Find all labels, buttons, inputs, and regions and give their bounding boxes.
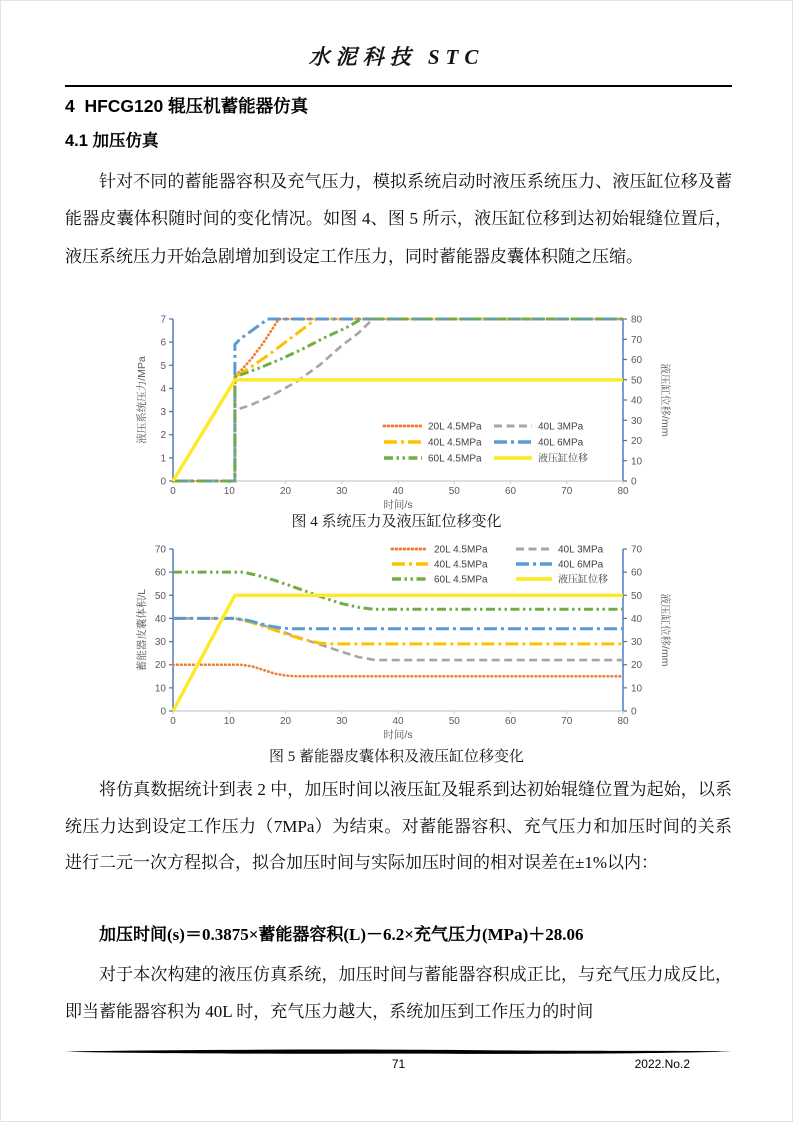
right-tick-label: 20 [631, 660, 643, 672]
subsection-heading: 4.1 加压仿真 [65, 132, 159, 150]
right-tick-label: 10 [631, 456, 643, 468]
legend-label-20L 4.5MPa: 20L 4.5MPa [434, 544, 488, 556]
right-tick-label: 60 [631, 567, 643, 579]
left-tick-label: 6 [160, 337, 166, 349]
right-axis-title: 液压缸位移/mm [659, 593, 671, 667]
page-number: 71 [391, 1057, 406, 1071]
legend-label-40L 6MPa: 40L 6MPa [558, 559, 604, 571]
left-tick-label: 10 [154, 683, 166, 695]
left-axis-title: 液压系统压力/MPa [136, 356, 148, 444]
legend-label-液压缸位移: 液压缸位移 [538, 453, 588, 465]
left-tick-label: 0 [160, 706, 166, 718]
paragraph-1: 针对不同的蓄能器容积及充气压力，模拟系统启动时液压系统压力、液压缸位移及蓄能器皮囊体积随时间的变化情况。如图 4、图 5 所示，液压缸位移到达初始辊缝位置后，液压系统压力开始急剧增加到设定工作压力，同时蓄能器皮囊体积随之压缩。 [65, 172, 732, 266]
x-tick-label: 10 [223, 716, 235, 727]
x-tick-label: 20 [279, 486, 292, 497]
footer-rule [65, 1049, 732, 1055]
left-tick-label: 2 [160, 430, 166, 442]
right-tick-label: 50 [631, 375, 643, 387]
paragraph-2: 将仿真数据统计到表 2 中，加压时间以液压缸及辊系到达初始辊缝位置为起始，以系统压力达到设定工作压力（7MPa）为结束。对蓄能器容积、充气压力和加压时间的关系进行二元一次方程拟合，拟合加压时间与实际加压时间的相对误差在±1%以内： [65, 780, 732, 873]
x-tick-label: 0 [170, 716, 176, 727]
x-tick-label: 50 [448, 716, 460, 727]
left-tick-label: 5 [160, 360, 166, 372]
left-tick-label: 20 [154, 660, 166, 672]
x-tick-label: 80 [617, 716, 629, 727]
left-tick-label: 40 [154, 613, 166, 625]
right-tick-label: 20 [631, 436, 643, 447]
legend-label-40L 4.5MPa: 40L 4.5MPa [434, 559, 488, 571]
left-axis-title: 蓄能器皮囊体积/L [136, 588, 148, 672]
right-tick-label: 70 [631, 334, 643, 346]
issue-label: 2022.No.2 [634, 1057, 690, 1071]
x-axis-title: 时间/s [383, 729, 413, 741]
header-rule [65, 85, 732, 87]
x-tick-label: 40 [392, 716, 404, 727]
x-tick-label: 70 [561, 716, 573, 727]
right-tick-label: 30 [631, 637, 643, 649]
legend-label-40L 3MPa: 40L 3MPa [558, 544, 604, 556]
x-tick-label: 80 [617, 486, 629, 497]
figure4-caption: 图 4 系统压力及液压缸位移变化 [291, 514, 502, 530]
left-tick-label: 1 [160, 453, 166, 465]
right-tick-label: 50 [631, 590, 643, 602]
legend-label-40L 3MPa: 40L 3MPa [538, 421, 584, 433]
series-液压缸位移 [173, 595, 623, 711]
x-tick-label: 70 [561, 486, 573, 497]
x-tick-label: 10 [223, 486, 235, 497]
figure5-caption: 图 5 蓄能器皮囊体积及液压缸位移变化 [268, 749, 524, 765]
left-tick-label: 60 [154, 567, 166, 579]
series-40L 4.5MPa [173, 618, 623, 644]
paragraph-3: 对于本次构建的液压仿真系统，加压时间与蓄能器容积成正比，与充气压力成反比，即当蓄能器容积为 40L 时，充气压力越大，系统加压到工作压力的时间 [65, 965, 732, 1022]
x-tick-label: 20 [279, 716, 292, 727]
right-tick-label: 40 [631, 613, 643, 625]
journal-title: 水泥科技 STC [308, 45, 485, 69]
left-tick-label: 3 [160, 407, 166, 419]
x-tick-label: 60 [504, 486, 517, 497]
series-20L 4.5MPa [173, 665, 623, 677]
right-tick-label: 70 [631, 544, 643, 556]
figure4-chart [131, 304, 696, 512]
legend-label-60L 4.5MPa: 60L 4.5MPa [428, 453, 482, 465]
left-tick-label: 50 [154, 590, 166, 602]
x-tick-label: 60 [504, 716, 517, 727]
legend-label-60L 4.5MPa: 60L 4.5MPa [434, 574, 488, 586]
right-tick-label: 0 [631, 706, 637, 718]
fit-formula: 加压时间(s)＝0.3875×蓄能器容积(L)－6.2×充气压力(MPa)＋28.06 [99, 925, 584, 944]
right-tick-label: 10 [631, 683, 643, 695]
section-heading: 4 HFCG120 辊压机蓄能器仿真 [65, 96, 309, 116]
left-tick-label: 30 [154, 637, 166, 649]
right-axis-title: 液压缸位移/mm [659, 363, 671, 437]
x-tick-label: 30 [336, 716, 348, 727]
legend-label-液压缸位移: 液压缸位移 [558, 574, 608, 586]
legend-label-40L 6MPa: 40L 6MPa [538, 437, 584, 449]
left-tick-label: 7 [160, 314, 166, 326]
right-tick-label: 0 [631, 476, 637, 488]
x-axis-title: 时间/s [383, 499, 413, 511]
x-tick-label: 40 [392, 486, 404, 497]
right-tick-label: 80 [631, 314, 643, 326]
x-tick-label: 30 [336, 486, 348, 497]
x-tick-label: 0 [170, 486, 176, 497]
legend-label-40L 4.5MPa: 40L 4.5MPa [428, 437, 482, 449]
right-tick-label: 40 [631, 395, 643, 407]
right-tick-label: 60 [631, 355, 643, 366]
left-tick-label: 4 [160, 383, 166, 395]
figure5-chart [131, 539, 696, 747]
legend-label-20L 4.5MPa: 20L 4.5MPa [428, 421, 482, 433]
right-tick-label: 30 [631, 415, 643, 427]
left-tick-label: 70 [154, 544, 166, 556]
series-40L 6MPa [173, 618, 623, 628]
left-tick-label: 0 [160, 476, 166, 488]
series-40L 3MPa [173, 618, 623, 660]
x-tick-label: 50 [448, 486, 460, 497]
